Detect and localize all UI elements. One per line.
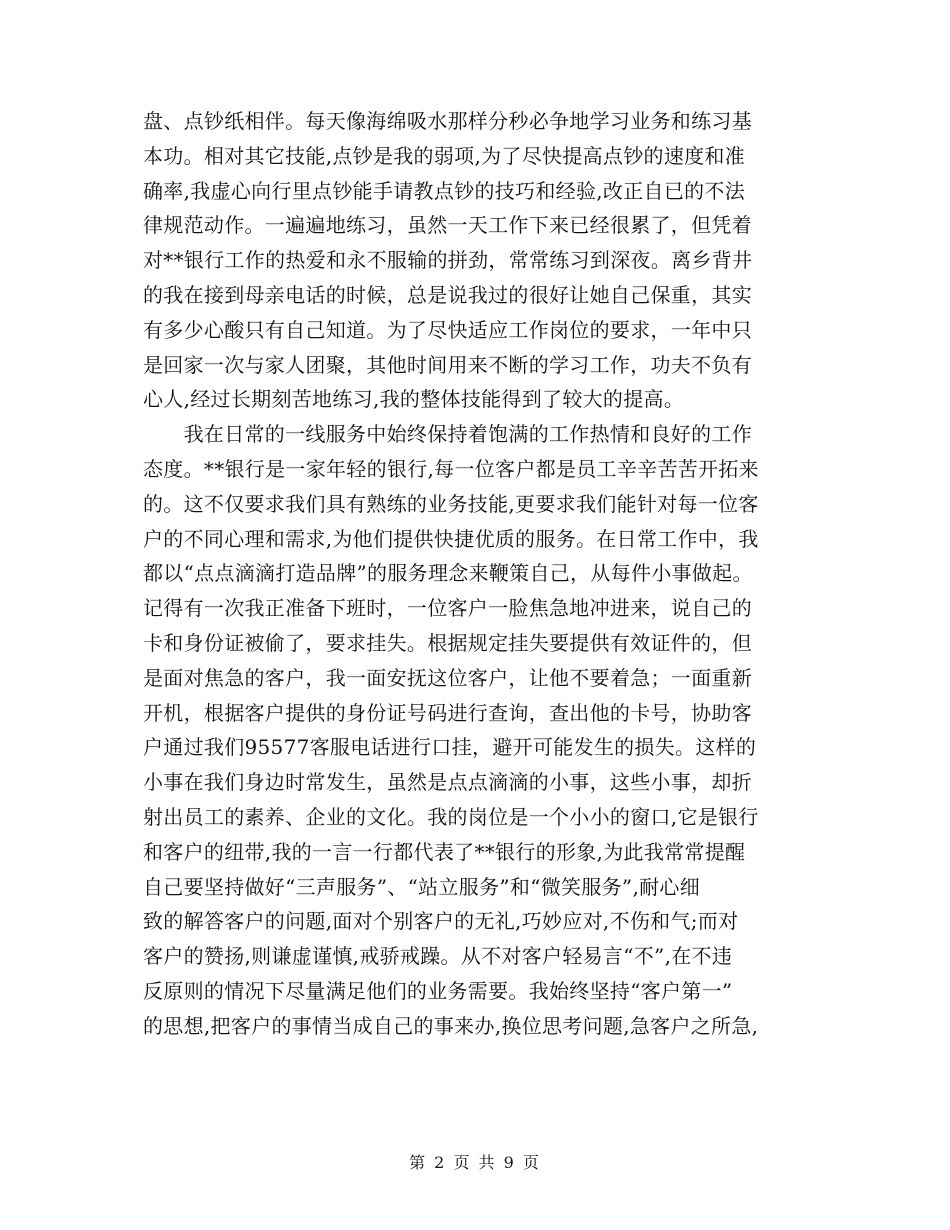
text-line: 本功。相对其它技能,点钞是我的弱项,为了尽快提高点钞的速度和准 [143, 143, 746, 168]
text-line: 射出员工的素养、企业的文化。我的岗位是一个小小的窗口,它是银行 [143, 804, 759, 829]
text-line: 心人,经过长期刻苦地练习,我的整体技能得到了较大的提高。 [143, 387, 685, 412]
text-line: 态度。**银行是一家年轻的银行,每一位客户都是员工辛辛苦苦开拓来 [143, 456, 759, 481]
text-line: 和客户的纽带,我的一言一行都代表了**银行的形象,为此我常常提醒 [143, 839, 746, 864]
text-line: 的我在接到母亲电话的时候，总是说我过的很好让她自己保重，其实 [143, 282, 752, 307]
text-line: 都以“点点滴滴打造品牌”的服务理念来鞭策自己，从每件小事做起。 [143, 561, 753, 586]
text-line: 的。这不仅要求我们具有熟练的业务技能,更要求我们能针对每一位客 [143, 491, 759, 516]
text-line: 户的不同心理和需求,为他们提供快捷优质的服务。在日常工作中，我 [143, 526, 759, 551]
text-line: 卡和身份证被偷了，要求挂失。根据规定挂失要提供有效证件的，但 [143, 630, 752, 655]
text-line: 开机，根据客户提供的身份证号码进行查询，查出他的卡号，协助客 [143, 700, 752, 725]
text-line: 确率,我虚心向行里点钞能手请教点钞的技巧和经验,改正自已的不法 [143, 178, 746, 203]
text-line: 是回家一次与家人团聚，其他时间用来不断的学习工作，功夫不负有 [143, 352, 752, 377]
text-line: 的思想,把客户的事情当成自己的事来办,换位思考问题,急客户之所急, [143, 1013, 759, 1038]
paragraph-start-line: 我在日常的一线服务中始终保持着饱满的工作热情和良好的工作 [143, 422, 752, 447]
text-line: 盘、点钞纸相伴。每天像海绵吸水那样分秒必争地学习业务和练习基 [143, 109, 752, 133]
text-line: 户通过我们95577客服电话进行口挂，避开可能发生的损失。这样的 [143, 735, 757, 760]
text-line: 有多少心酸只有自己知道。为了尽快适应工作岗位的要求，一年中只 [143, 317, 752, 342]
body-text [143, 104, 818, 1044]
text-line: 致的解答客户的问题,面对个别客户的无礼,巧妙应对,不伤和气;而对 [143, 909, 739, 934]
text-line: 小事在我们身边时常发生，虽然是点点滴滴的小事，这些小事，却折 [143, 770, 752, 795]
text-line: 律规范动作。一遍遍地练习，虽然一天工作下来已经很累了，但凭着 [143, 213, 752, 238]
text-line: 客户的赞扬,则谦虚谨慎,戒骄戒躁。从不对客户轻易言“不”,在不违 [143, 944, 733, 969]
page-footer: 第 2 页 共 9 页 [409, 1153, 541, 1172]
text-line: 是面对焦急的客户，我一面安抚这位客户，让他不要着急；一面重新 [143, 665, 752, 690]
text-line: 反原则的情况下尽量满足他们的业务需要。我始终坚持“客户第一” [143, 978, 733, 1003]
text-line: 记得有一次我正准备下班时，一位客户一脸焦急地冲进来，说自己的 [143, 596, 752, 621]
text-line: 自己要坚持做好“三声服务”、“站立服务”和“微笑服务”,耐心细 [143, 874, 701, 899]
text-line: 对**银行工作的热爱和永不服输的拼劲，常常练习到深夜。离乡背井 [143, 248, 753, 273]
